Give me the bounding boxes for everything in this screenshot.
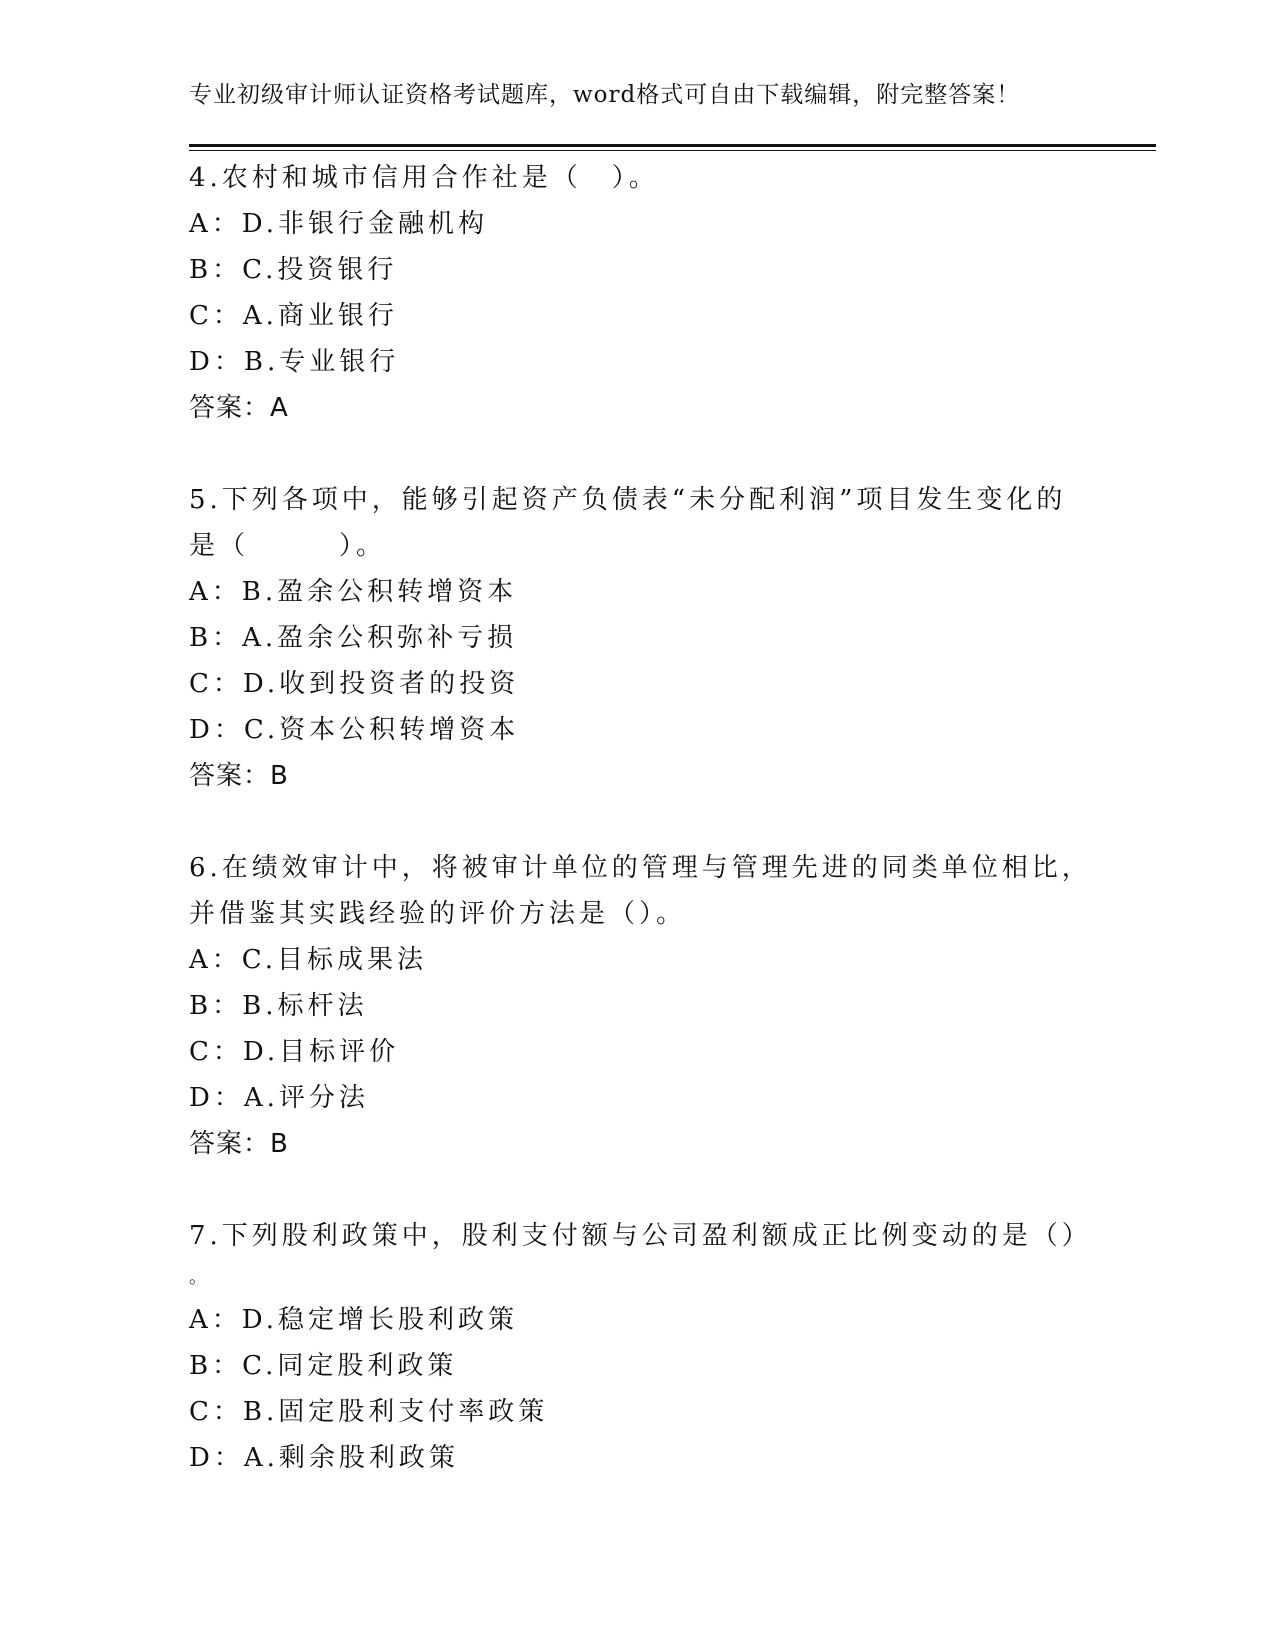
option-d: D：A.评分法 [189, 1083, 369, 1113]
question-stem-line-1: 6.在绩效审计中，将被审计单位的管理与管理先进的同类单位相比， [189, 853, 1092, 883]
question-4 [189, 155, 1089, 431]
option-d: D：A.剩余股利政策 [189, 1443, 459, 1473]
option-b: B：C.投资银行 [189, 255, 398, 285]
spacer [189, 431, 1089, 477]
option-b: B：A.盈余公积弥补亏损 [189, 623, 518, 653]
spacer [189, 1167, 1089, 1213]
spacer [189, 799, 1089, 845]
option-a: A：C.目标成果法 [189, 945, 428, 975]
option-c: C：D.收到投资者的投资 [189, 669, 520, 699]
answer-label: 答案：A [189, 393, 289, 423]
question-stem: 4.农村和城市信用合作社是（ ）。 [189, 163, 659, 193]
option-a: A：B.盈余公积转增资本 [189, 577, 518, 607]
option-b: B：B.标杆法 [189, 991, 368, 1021]
answer-label: 答案：B [189, 761, 289, 791]
option-d: D：C.资本公积转增资本 [189, 715, 520, 745]
option-d: D：B.专业银行 [189, 347, 400, 377]
option-b: B：C.同定股利政策 [189, 1351, 458, 1381]
question-list [189, 155, 1092, 1481]
page-header: 专业初级审计师认证资格考试题库，word格式可自由下载编辑，附完整答案！ [189, 82, 1021, 108]
question-stem-tail: 。 [189, 1267, 207, 1288]
header-rule-thin [189, 150, 1156, 151]
question-6 [189, 845, 1092, 1167]
question-stem-line-2: 是（ ）。 [189, 531, 387, 561]
question-stem-line-1: 5.下列各项中，能够引起资产负债表“未分配利润”项目发生变化的 [189, 485, 1067, 515]
question-stem-line-1: 7.下列股利政策中，股利支付额与公司盈利额成正比例变动的是（） [189, 1221, 1092, 1251]
option-c: C：B.固定股利支付率政策 [189, 1397, 549, 1427]
option-a: A：D.非银行金融机构 [189, 209, 488, 239]
option-c: C：D.目标评价 [189, 1037, 400, 1067]
question-5 [189, 477, 1089, 799]
question-stem-line-2: 并借鉴其实践经验的评价方法是（）。 [189, 899, 687, 929]
option-a: A：D.稳定增长股利政策 [189, 1305, 518, 1335]
answer-label: 答案：B [189, 1129, 289, 1159]
option-c: C：A.商业银行 [189, 301, 398, 331]
header-rule-thick [189, 144, 1156, 147]
question-7 [189, 1213, 1092, 1481]
